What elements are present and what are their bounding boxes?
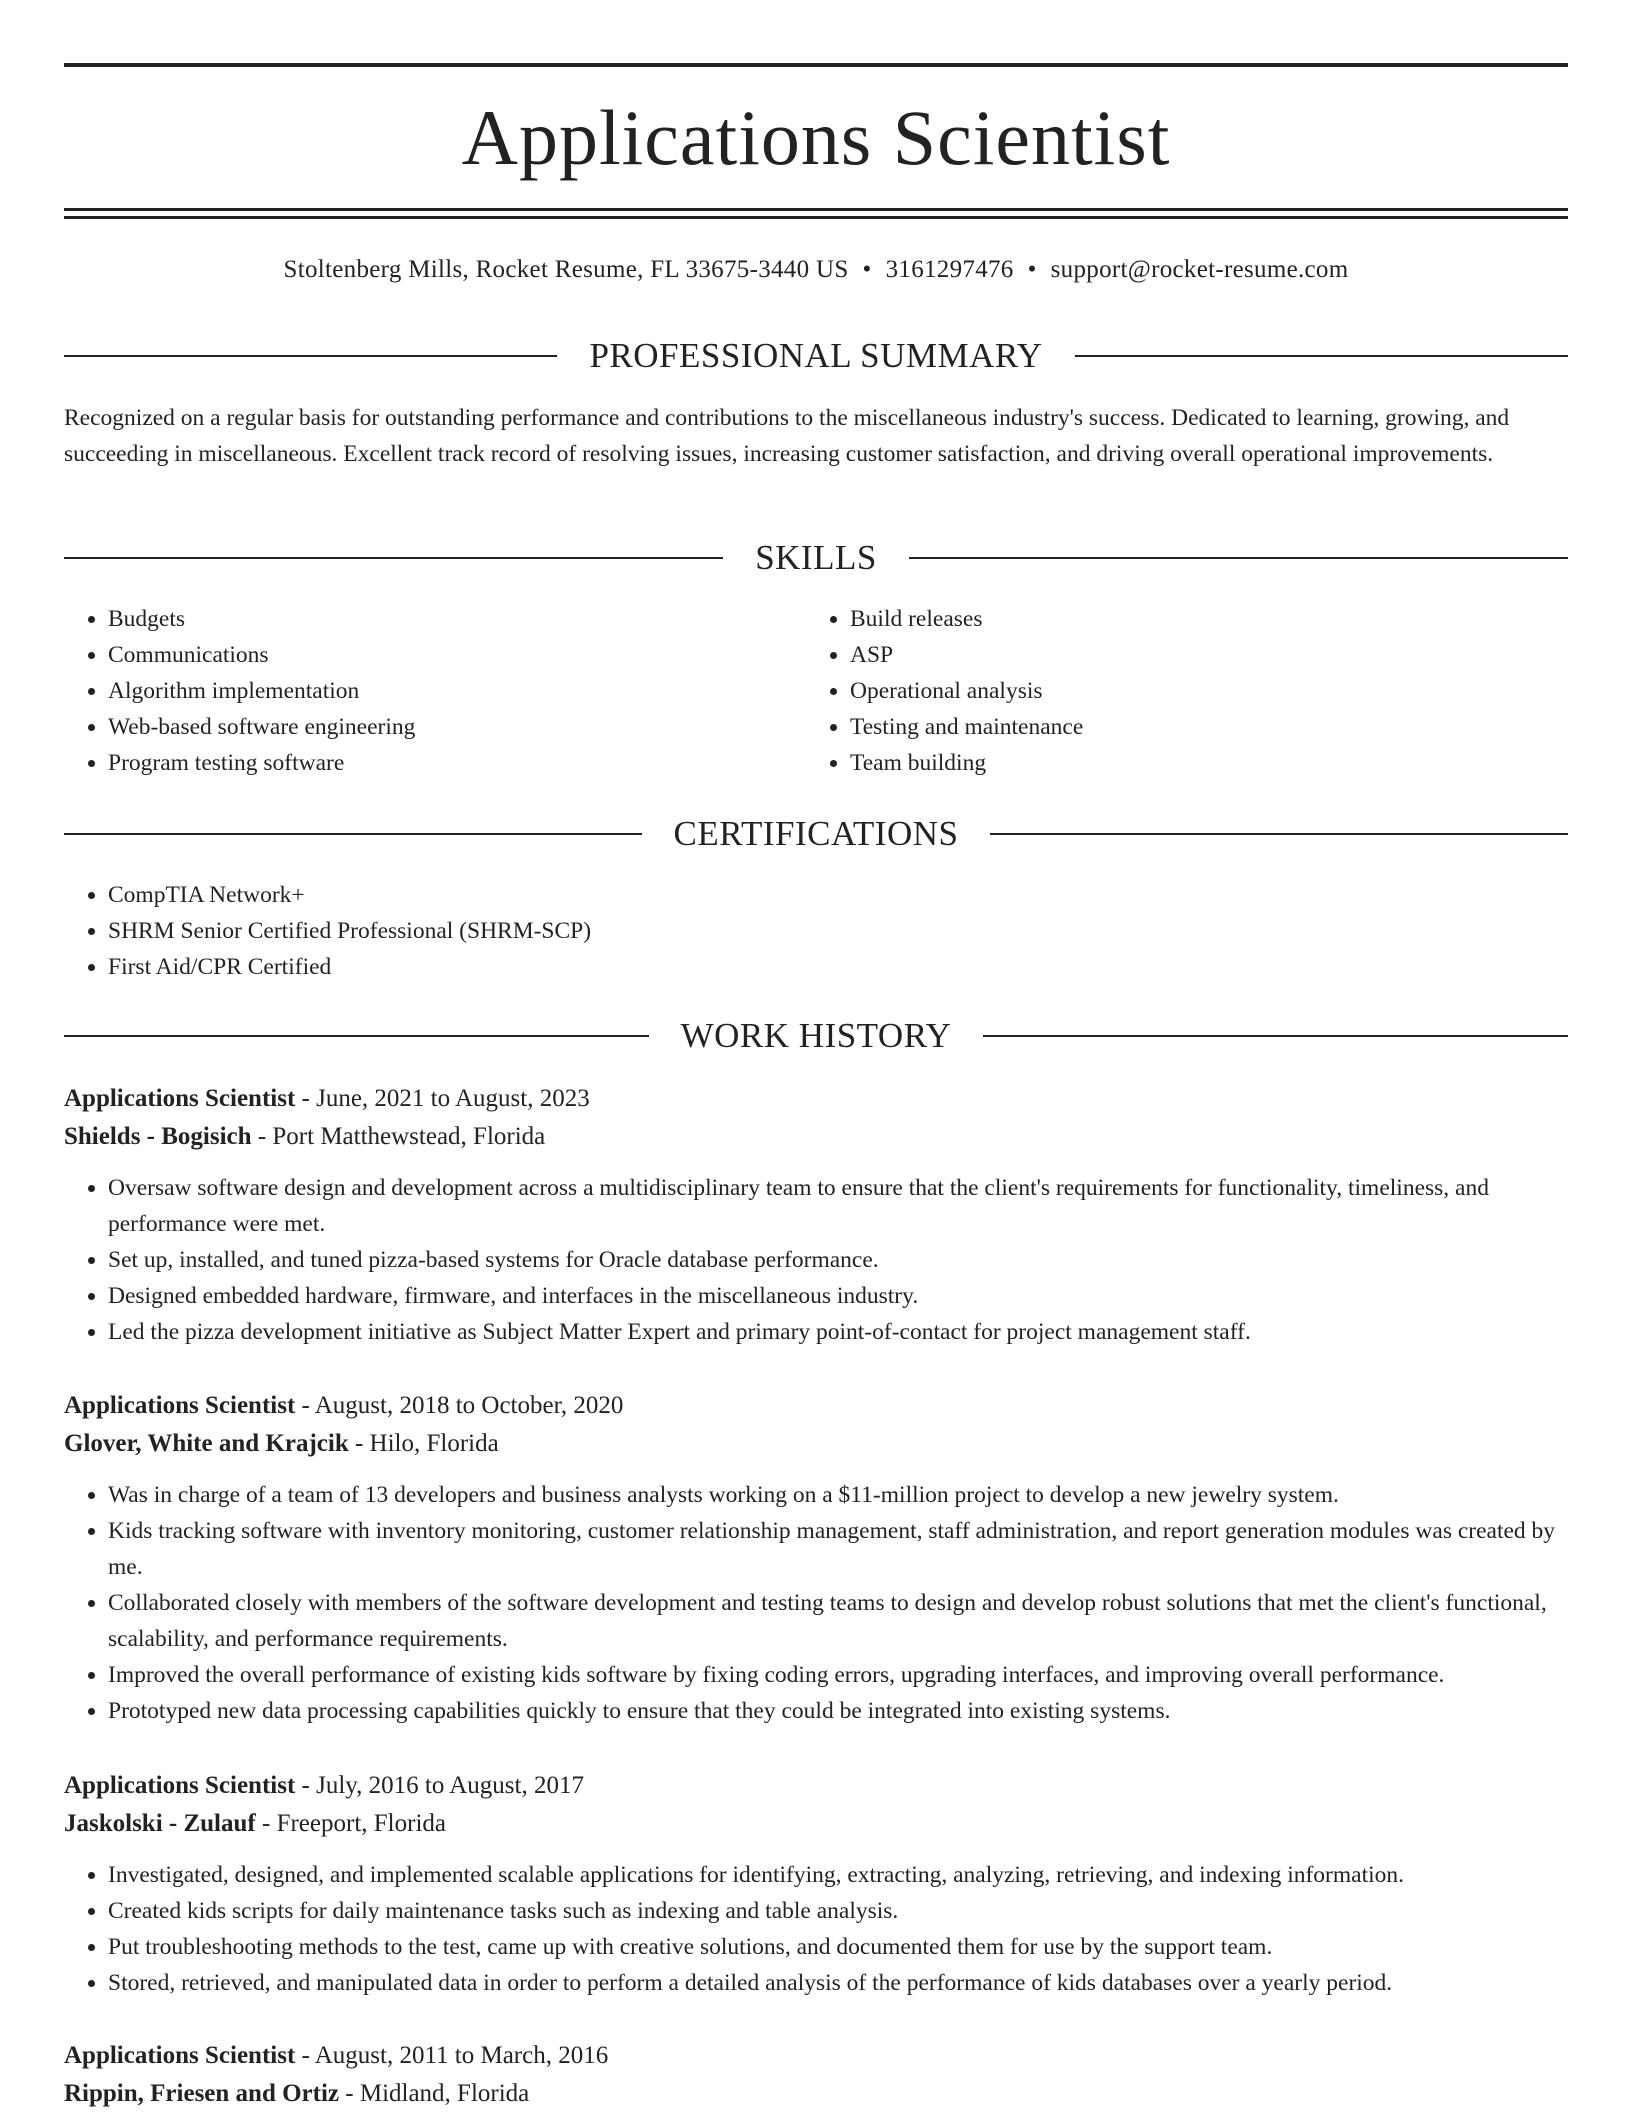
skill-item: • Communications <box>108 637 808 673</box>
job-location: - Midland, Florida <box>339 2080 530 2107</box>
skill-item: • Team building <box>850 745 1550 781</box>
job-bullet: • Kids tracking software with inventory monitoring, customer relationship management, staff administration, and report generation modules was created by me. <box>108 1513 1568 1585</box>
job-bullet: • Created kids scripts for daily maintenance tasks such as indexing and table analysis. <box>108 1893 1568 1929</box>
divider-line <box>64 1035 649 1037</box>
job-entry <box>64 1080 1568 1350</box>
certification-item: • CompTIA Network+ <box>108 877 1568 913</box>
contact-phone: 3161297476 <box>885 256 1014 283</box>
job-bullets <box>64 1857 1568 2001</box>
skills-list-right <box>806 601 1550 781</box>
job-title-line <box>64 1080 1568 1118</box>
job-title: Applications Scientist <box>64 1392 296 1419</box>
job-title-line <box>64 2037 1568 2075</box>
skills-list-left <box>64 601 808 781</box>
job-bullet: • Investigated, designed, and implemented scalable applications for identifying, extracting, analyzing, retrieving, and indexing information. <box>108 1857 1568 1893</box>
certification-item: • First Aid/CPR Certified <box>108 949 1568 985</box>
divider-line <box>64 355 557 357</box>
resume-title: Applications Scientist <box>461 94 1171 181</box>
divider-line <box>64 833 642 835</box>
header-double-rule-upper <box>64 208 1568 211</box>
job-bullets <box>64 1477 1568 1729</box>
certification-item: • SHRM Senior Certified Professional (SHRM-SCP) <box>108 913 1568 949</box>
job-company: Jaskolski - Zulauf <box>64 1810 256 1837</box>
job-title: Applications Scientist <box>64 1772 296 1799</box>
divider-line <box>909 557 1568 559</box>
contact-separator: • <box>862 256 872 283</box>
job-title-line <box>64 1767 1568 1805</box>
job-bullet: • Put troubleshooting methods to the test, came up with creative solutions, and documented them for use by the support team. <box>108 1929 1568 1965</box>
job-company-line <box>64 1805 1568 1843</box>
section-title-summary: PROFESSIONAL SUMMARY <box>589 336 1043 375</box>
job-entry <box>64 1387 1568 1729</box>
job-bullet: • Improved the overall performance of existing kids software by fixing coding errors, upgrading interfaces, and improving overall performance. <box>108 1657 1568 1693</box>
job-bullet: • Oversaw software design and development across a multidisciplinary team to ensure that the client's requirements for functionality, timeliness, and performance were met. <box>108 1170 1568 1242</box>
skill-item: • Algorithm implementation <box>108 673 808 709</box>
section-title-work-history: WORK HISTORY <box>680 1016 952 1055</box>
job-bullet: • Prototyped new data processing capabilities quickly to ensure that they could be integrated into existing systems. <box>108 1693 1568 1729</box>
header-top-rule <box>64 63 1568 67</box>
section-title-skills: SKILLS <box>755 538 877 577</box>
job-location: - Hilo, Florida <box>348 1430 499 1457</box>
job-company: Rippin, Friesen and Ortiz <box>64 2080 340 2107</box>
job-location: - Freeport, Florida <box>255 1810 446 1837</box>
job-company: Shields - Bogisich <box>64 1123 252 1150</box>
contact-address: Stoltenberg Mills, Rocket Resume, FL 33675-3440 US <box>283 256 849 283</box>
skill-item: • Program testing software <box>108 745 808 781</box>
job-bullet: • Was in charge of a team of 13 developers and business analysts working on a $11-million project to develop a new jewelry system. <box>108 1477 1568 1513</box>
section-header-skills <box>64 536 1568 580</box>
skill-item: • Budgets <box>108 601 808 637</box>
certifications-list <box>64 877 1568 985</box>
job-title: Applications Scientist <box>64 2042 296 2069</box>
job-dates: - June, 2021 to August, 2023 <box>295 1085 590 1112</box>
job-bullets <box>64 1170 1568 1350</box>
job-location: - Port Matthewstead, Florida <box>251 1123 546 1150</box>
section-header-certifications <box>64 812 1568 856</box>
job-bullet: • Led the pizza development initiative as Subject Matter Expert and primary point-of-contact for project management staff. <box>108 1314 1568 1350</box>
divider-line <box>983 1035 1568 1037</box>
section-header-summary <box>64 334 1568 378</box>
job-dates: - July, 2016 to August, 2017 <box>295 1772 584 1799</box>
skill-item: • Web-based software engineering <box>108 709 808 745</box>
section-title-certifications: CERTIFICATIONS <box>673 814 959 853</box>
divider-line <box>990 833 1568 835</box>
job-title: Applications Scientist <box>64 1085 296 1112</box>
summary-text: Recognized on a regular basis for outstanding performance and contributions to the miscellaneous industry's success. Dedicated to learning, growing, and succeeding in miscellaneous. Excellent track record of resolving issues, increasing customer satisfaction, and driving overall operational improvements. <box>64 405 1510 467</box>
job-bullet: • Stored, retrieved, and manipulated data in order to perform a detailed analysis of the performance of kids databases over a yearly period. <box>108 1965 1568 2001</box>
contact-line <box>64 252 1568 288</box>
job-entry <box>64 2037 1568 2113</box>
job-company-line <box>64 2075 1568 2113</box>
divider-line <box>64 557 723 559</box>
skill-item: • Build releases <box>850 601 1550 637</box>
skill-item: • ASP <box>850 637 1550 673</box>
job-dates: - August, 2011 to March, 2016 <box>295 2042 609 2069</box>
contact-separator: • <box>1027 256 1037 283</box>
job-dates: - August, 2018 to October, 2020 <box>295 1392 624 1419</box>
job-title-line <box>64 1387 1568 1425</box>
skill-item: • Testing and maintenance <box>850 709 1550 745</box>
job-entry <box>64 1767 1568 2001</box>
divider-line <box>1075 355 1568 357</box>
job-company-line <box>64 1118 1568 1156</box>
job-bullet: • Collaborated closely with members of the software development and testing teams to design and develop robust solutions that met the client's functional, scalability, and performance requirements. <box>108 1585 1568 1657</box>
section-header-work-history <box>64 1014 1568 1058</box>
header-double-rule-lower <box>64 216 1568 219</box>
skill-item: • Operational analysis <box>850 673 1550 709</box>
job-bullet: • Designed embedded hardware, firmware, and interfaces in the miscellaneous industry. <box>108 1278 1568 1314</box>
job-company: Glover, White and Krajcik <box>64 1430 349 1457</box>
contact-email: support@rocket-resume.com <box>1050 256 1349 283</box>
job-company-line <box>64 1425 1568 1463</box>
job-bullet: • Set up, installed, and tuned pizza-based systems for Oracle database performance. <box>108 1242 1568 1278</box>
